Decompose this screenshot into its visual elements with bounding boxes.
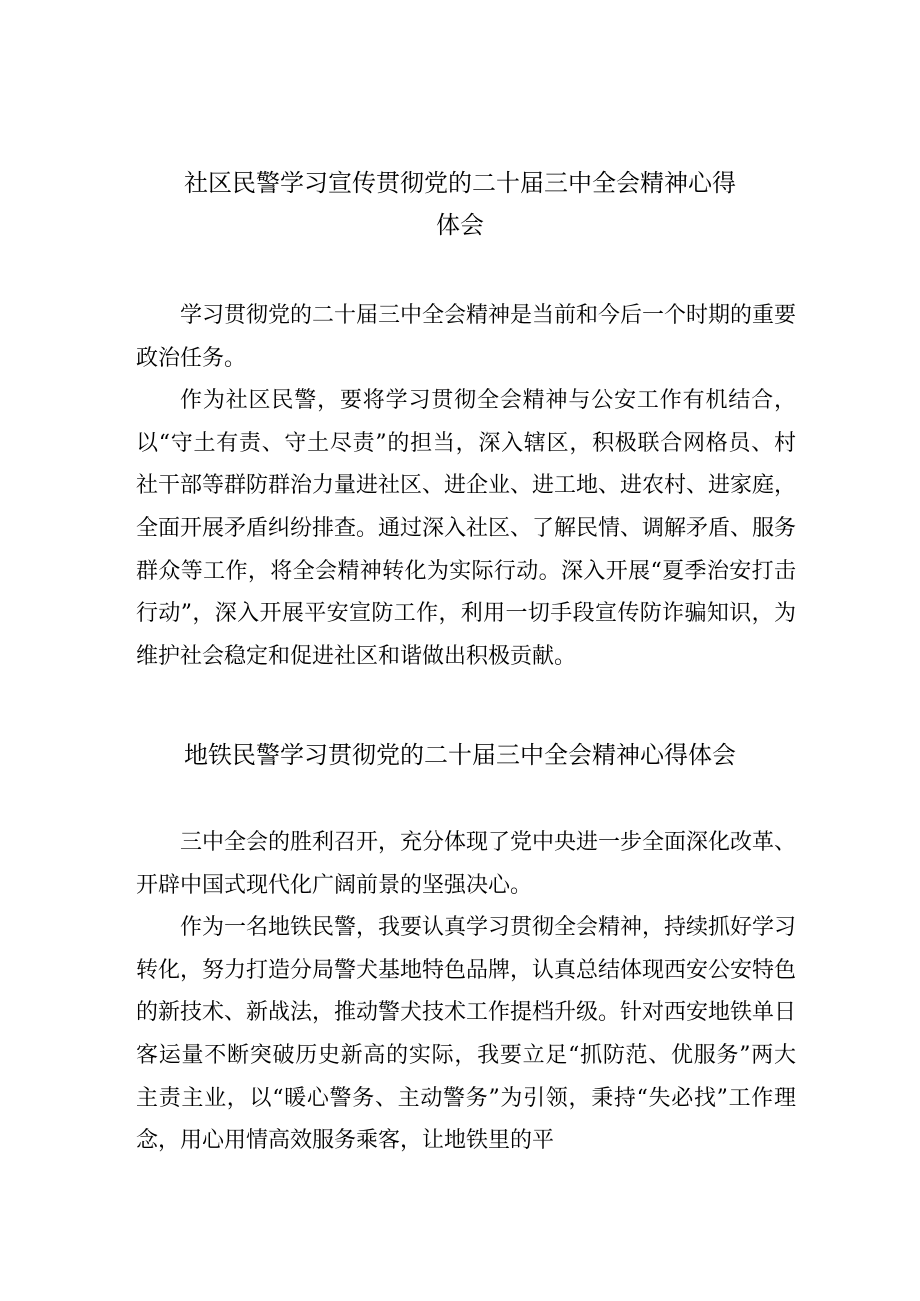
article-1-title-line-2: 体会 [436,211,484,239]
article-2-title: 地铁民警学习贯彻党的二十届三中全会精神心得体会 [184,741,736,769]
article-1-body [136,295,796,678]
article-1-paragraph-1: 学习贯彻党的二十届三中全会精神是当前和今后一个时期的重要政治任务。 [136,303,797,371]
article-2-paragraph-2: 作为一名地铁民警，我要认真学习贯彻全会精神，持续抓好学习转化，努力打造分局警犬基地特色品牌，认真总结体现西安公安特色的新技术、新战法，推动警犬技术工作提档升级。针对西安地铁单日客运量不断突破历史新高的实际，我要立足“抓防范、优服务”两大主责主业，以“暖心警务、主动警务”为引领，秉持“失必找”工作理念，用心用情高效服务乘客，让地铁里的平 [136,915,797,1154]
article-1-title [0,162,920,246]
article-1-paragraph-2: 作为社区民警，要将学习贯彻全会精神与公安工作有机结合，以“守土有责、守土尽责”的担当，深入辖区，积极联合网格员、村社干部等群防群治力量进社区、进企业、进工地、进农村、进家庭，全面开展矛盾纠纷排查。通过深入社区、了解民情、调解矛盾、服务群众等工作，将全会精神转化为实际行动。深入开展“夏季治安打击行动”，深入开展平安宣防工作，利用一切手段宣传防诈骗知识，为维护社会稳定和促进社区和谐做出积极贡献。 [136,388,797,669]
article-2-body [136,822,796,1163]
article-1-title-line-1: 社区民警学习宣传贯彻党的二十届三中全会精神心得 [184,169,736,197]
article-2-paragraph-1: 三中全会的胜利召开，充分体现了党中央进一步全面深化改革、开辟中国式现代化广阔前景的坚强决心。 [136,830,797,898]
